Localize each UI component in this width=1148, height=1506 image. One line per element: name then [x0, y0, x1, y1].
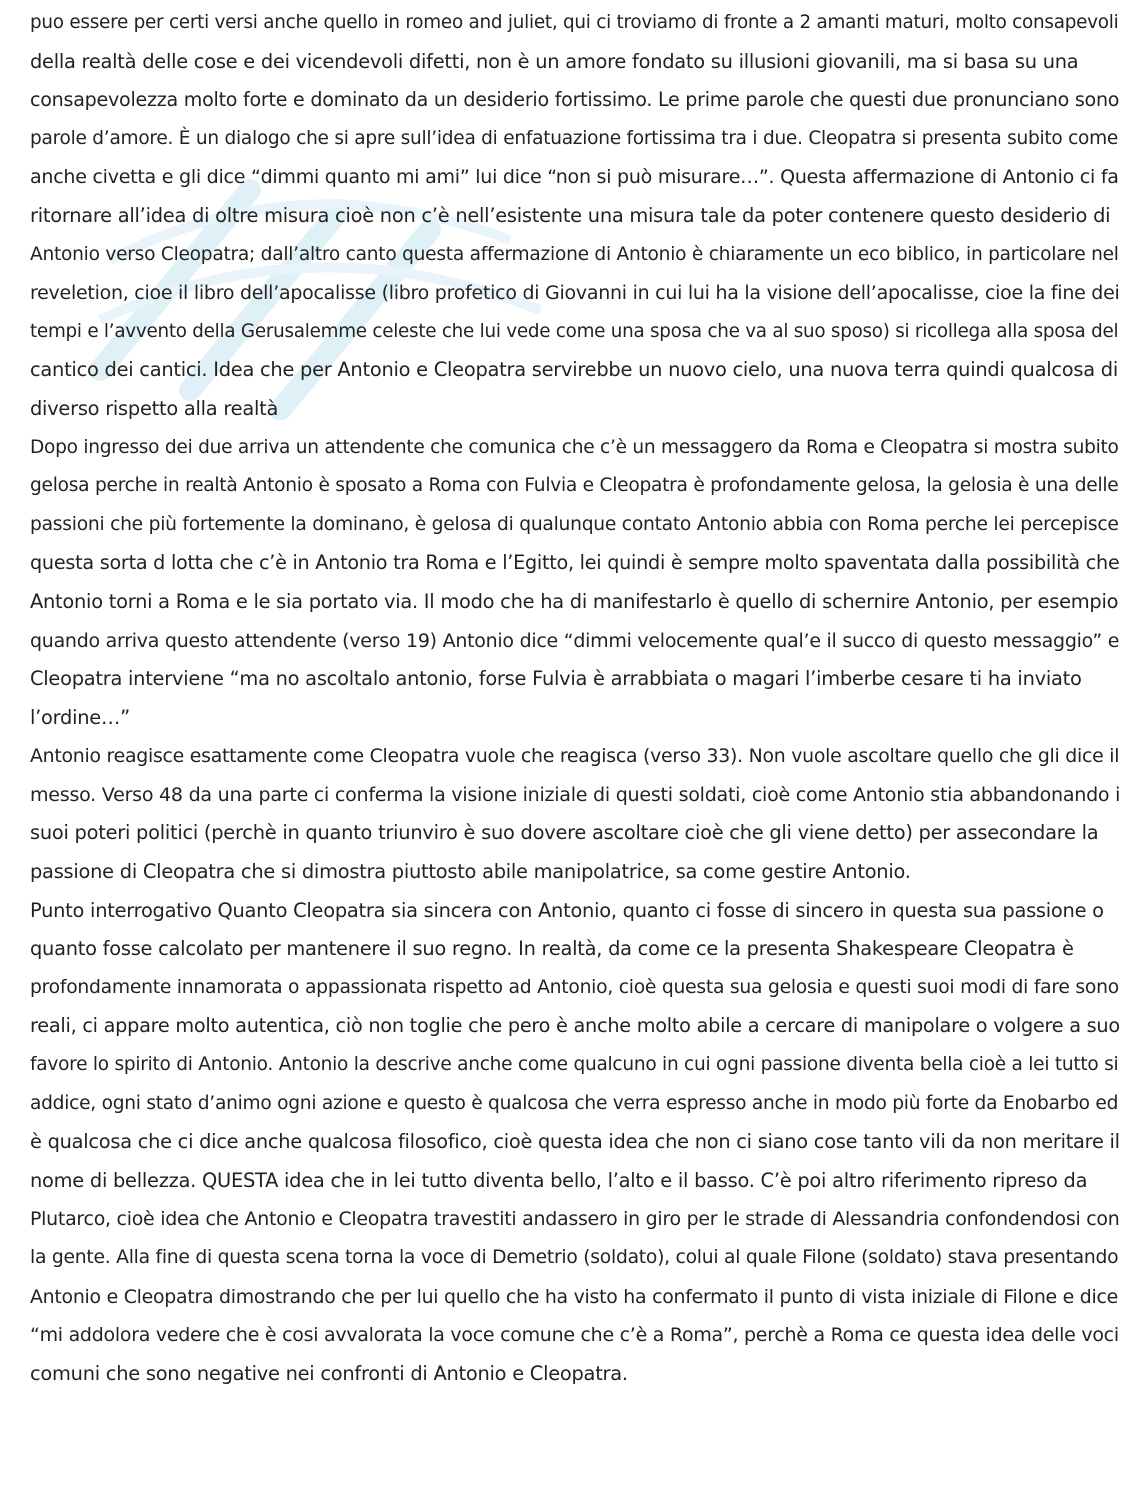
text-line: anche civetta e gli dice “dimmi quanto mi ami” lui dice “non si può misurare…”. Questa affermazione di Antonio ci fa — [30, 166, 1119, 189]
text-line: puo essere per certi versi anche quello in romeo and juliet, qui ci troviamo di fronte a 2 amanti maturi, molto consapevoli — [30, 12, 1119, 33]
text-line: gelosa perche in realtà Antonio è sposato a Roma con Fulvia e Cleopatra è profondamente gelosa, la gelosia è una delle — [30, 475, 1119, 497]
text-line: reveletion, cioe il libro dell’apocalisse (libro profetico di Giovanni in cui lui ha la visione dell’apocalisse, cioe la fine dei — [30, 282, 1120, 305]
text-line: questa sorta d lotta che c’è in Antonio tra Roma e l’Egitto, lei quindi è sempre molto spaventata dalla possibilità che — [30, 551, 1120, 575]
text-line: è qualcosa che ci dice anche qualcosa filosofico, cioè questa idea che non ci siano cose tanto vili da non meritare il — [30, 1130, 1120, 1154]
text-line: Dopo ingresso dei due arriva un attendente che comunica che c’è un messaggero da Roma e Cleopatra si mostra subito — [30, 436, 1119, 458]
text-line: passioni che più fortemente la dominano, è gelosa di qualunque contato Antonio abbia con Roma perche lei percepisce — [30, 513, 1119, 535]
text-line: messo. Verso 48 da una parte ci conferma la visione iniziale di questi soldati, cioè come Antonio stia abbandonando i — [30, 783, 1121, 806]
text-line: Punto interrogativo Quanto Cleopatra sia sincera con Antonio, quanto ci fosse di sincero in questa sua passione o — [30, 898, 1104, 922]
text-line: Antonio torni a Roma e le sia portato via. Il modo che ha di manifestarlo è quello di schernire Antonio, per esempio — [30, 589, 1119, 613]
text-line: addice, ogni stato d’animo ogni azione e questo è qualcosa che verra espresso anche in modo più forte da Enobarbo ed — [30, 1092, 1119, 1114]
text-line: profondamente innamorata o appassionata rispetto ad Antonio, cioè questa sua gelosia e questi suoi modi di fare sono — [30, 976, 1119, 998]
text-line: suoi poteri politici (perchè in quanto triunviro è suo dovere ascoltare cioè che gli viene detto) per assecondare la — [30, 821, 1099, 845]
text-line: Antonio reagisce esattamente come Cleopatra vuole che reagisca (verso 33). Non vuole ascoltare quello che gli dice il — [30, 745, 1120, 768]
text-line: diverso rispetto alla realtà — [30, 396, 279, 420]
text-line: “mi addolora vedere che è cosi avvalorata la voce comune che c’è a Roma”, perchè a Roma ce questa idea delle voci — [30, 1324, 1119, 1347]
text-line: Cleopatra interviene “ma no ascoltalo antonio, forse Fulvia è arrabbiata o magari l’imberbe cesare ti ha inviato — [30, 667, 1082, 691]
document-text — [30, 4, 1120, 1393]
text-line: passione di Cleopatra che si dimostra piuttosto abile manipolatrice, sa come gestire Antonio. — [30, 860, 911, 884]
text-line: cantico dei cantici. Idea che per Antonio e Cleopatra servirebbe un nuovo cielo, una nuova terra quindi qualcosa di — [30, 358, 1118, 382]
text-line: la gente. Alla fine di questa scena torna la voce di Demetrio (soldato), colui al quale Filone (soldato) stava presentando — [30, 1247, 1119, 1268]
text-line: favore lo spirito di Antonio. Antonio la descrive anche come qualcuno in cui ogni passione diventa bella cioè a lei tutto si — [30, 1054, 1119, 1076]
text-line: ritornare all’idea di oltre misura cioè non c’è nell’esistente una misura tale da poter contenere questo desiderio di — [30, 203, 1111, 227]
text-line: l’ordine…” — [30, 705, 130, 729]
text-line: quando arriva questo attendente (verso 19) Antonio dice “dimmi velocemente qual’e il succo di questo messaggio” e — [30, 629, 1120, 652]
text-line: consapevolezza molto forte e dominato da un desiderio fortissimo. Le prime parole che questi due pronunciano sono — [30, 89, 1120, 112]
text-line: Plutarco, cioè idea che Antonio e Cleopatra travestiti andassero in giro per le strade di Alessandria confondendosi con — [30, 1208, 1120, 1231]
text-line: comuni che sono negative nei confronti di Antonio e Cleopatra. — [30, 1361, 628, 1385]
text-line: reali, ci appare molto autentica, ciò non toglie che pero è anche molto abile a cercare di manipolare o volgere a suo — [30, 1014, 1120, 1038]
text-line: tempi e l’avvento della Gerusalemme celeste che lui vede come una sposa che va al suo sposo) si ricollega alla sposa del — [30, 320, 1119, 342]
text-line: della realtà delle cose e dei vicendevoli difetti, non è un amore fondato su illusioni giovanili, ma si basa su una — [30, 49, 1079, 73]
text-line: nome di bellezza. QUESTA idea che in lei tutto diventa bello, l’alto e il basso. C’è poi altro riferimento ripreso da — [30, 1168, 1088, 1192]
text-line: parole d’amore. È un dialogo che si apre sull’idea di enfatuazione fortissima tra i due. Cleopatra si presenta subito come — [30, 127, 1119, 149]
text-line: Antonio e Cleopatra dimostrando che per lui quello che ha visto ha confermato il punto di vista iniziale di Filone e dice — [30, 1285, 1119, 1308]
text-line: quanto fosse calcolato per mantenere il suo regno. In realtà, da come ce la presenta Shakespeare Cleopatra è — [30, 937, 1074, 961]
text-line: Antonio verso Cleopatra; dall’altro canto questa affermazione di Antonio è chiaramente un eco biblico, in particolare nel — [30, 243, 1119, 265]
